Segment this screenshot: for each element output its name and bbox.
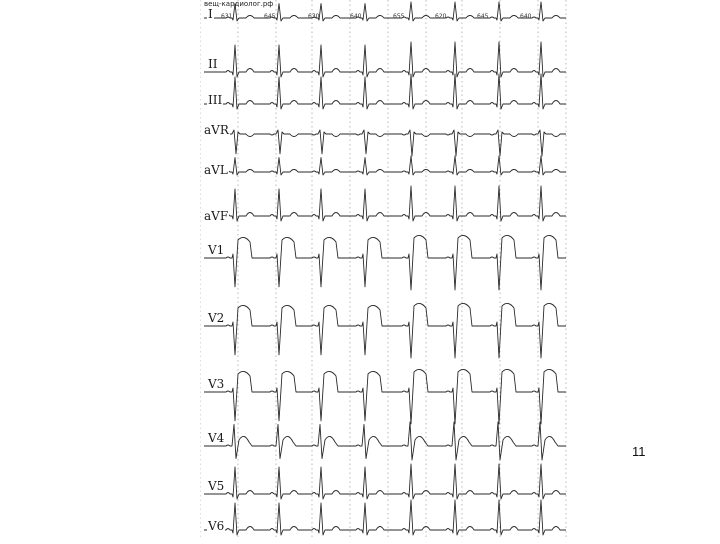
ecg-trace-v6 xyxy=(204,500,566,535)
ecg-grid xyxy=(200,0,566,540)
lead-label-v4: V4 xyxy=(208,431,225,445)
ecg-trace-v3 xyxy=(204,369,566,424)
rate-mark: 630 xyxy=(308,13,320,20)
lead-label-v2: V2 xyxy=(208,311,225,325)
ecg-trace-avr xyxy=(204,130,566,156)
lead-label-avr: aVR xyxy=(204,123,229,137)
rate-mark: 645 xyxy=(477,13,489,20)
ecg-trace-avf xyxy=(204,186,566,221)
ecg-trace-iii xyxy=(204,74,566,109)
ecg-trace-ii xyxy=(204,42,566,77)
ecg-tracing xyxy=(200,0,570,540)
rate-mark: 645 xyxy=(264,13,276,20)
ecg-trace-v2 xyxy=(204,303,566,358)
ecg-traces xyxy=(204,2,566,535)
ecg-trace-v4 xyxy=(204,422,566,460)
ecg-trace-v5 xyxy=(204,464,566,499)
ecg-trace-avl xyxy=(204,156,566,175)
lead-label-ii: II xyxy=(208,57,218,71)
lead-label-v5: V5 xyxy=(208,479,225,493)
ecg-strip xyxy=(200,0,570,540)
lead-label-avf: aVF xyxy=(204,209,229,223)
page-number: 11 xyxy=(632,444,646,459)
lead-label-v1: V1 xyxy=(208,243,225,257)
lead-label-v6: V6 xyxy=(208,519,225,533)
lead-label-v3: V3 xyxy=(208,377,225,391)
ecg-trace-v1 xyxy=(204,235,566,290)
rate-mark: 655 xyxy=(393,13,405,20)
ecg-header-text: вещ-кардиолог.рф xyxy=(204,0,274,8)
lead-label-avl: aVL xyxy=(204,163,228,177)
rate-mark: 640 xyxy=(520,13,532,20)
rate-mark: 620 xyxy=(435,13,447,20)
rate-mark: 631 xyxy=(221,13,233,20)
lead-label-iii: III xyxy=(208,93,223,107)
lead-label-i: I xyxy=(208,7,213,21)
rate-mark: 640 xyxy=(350,13,362,20)
